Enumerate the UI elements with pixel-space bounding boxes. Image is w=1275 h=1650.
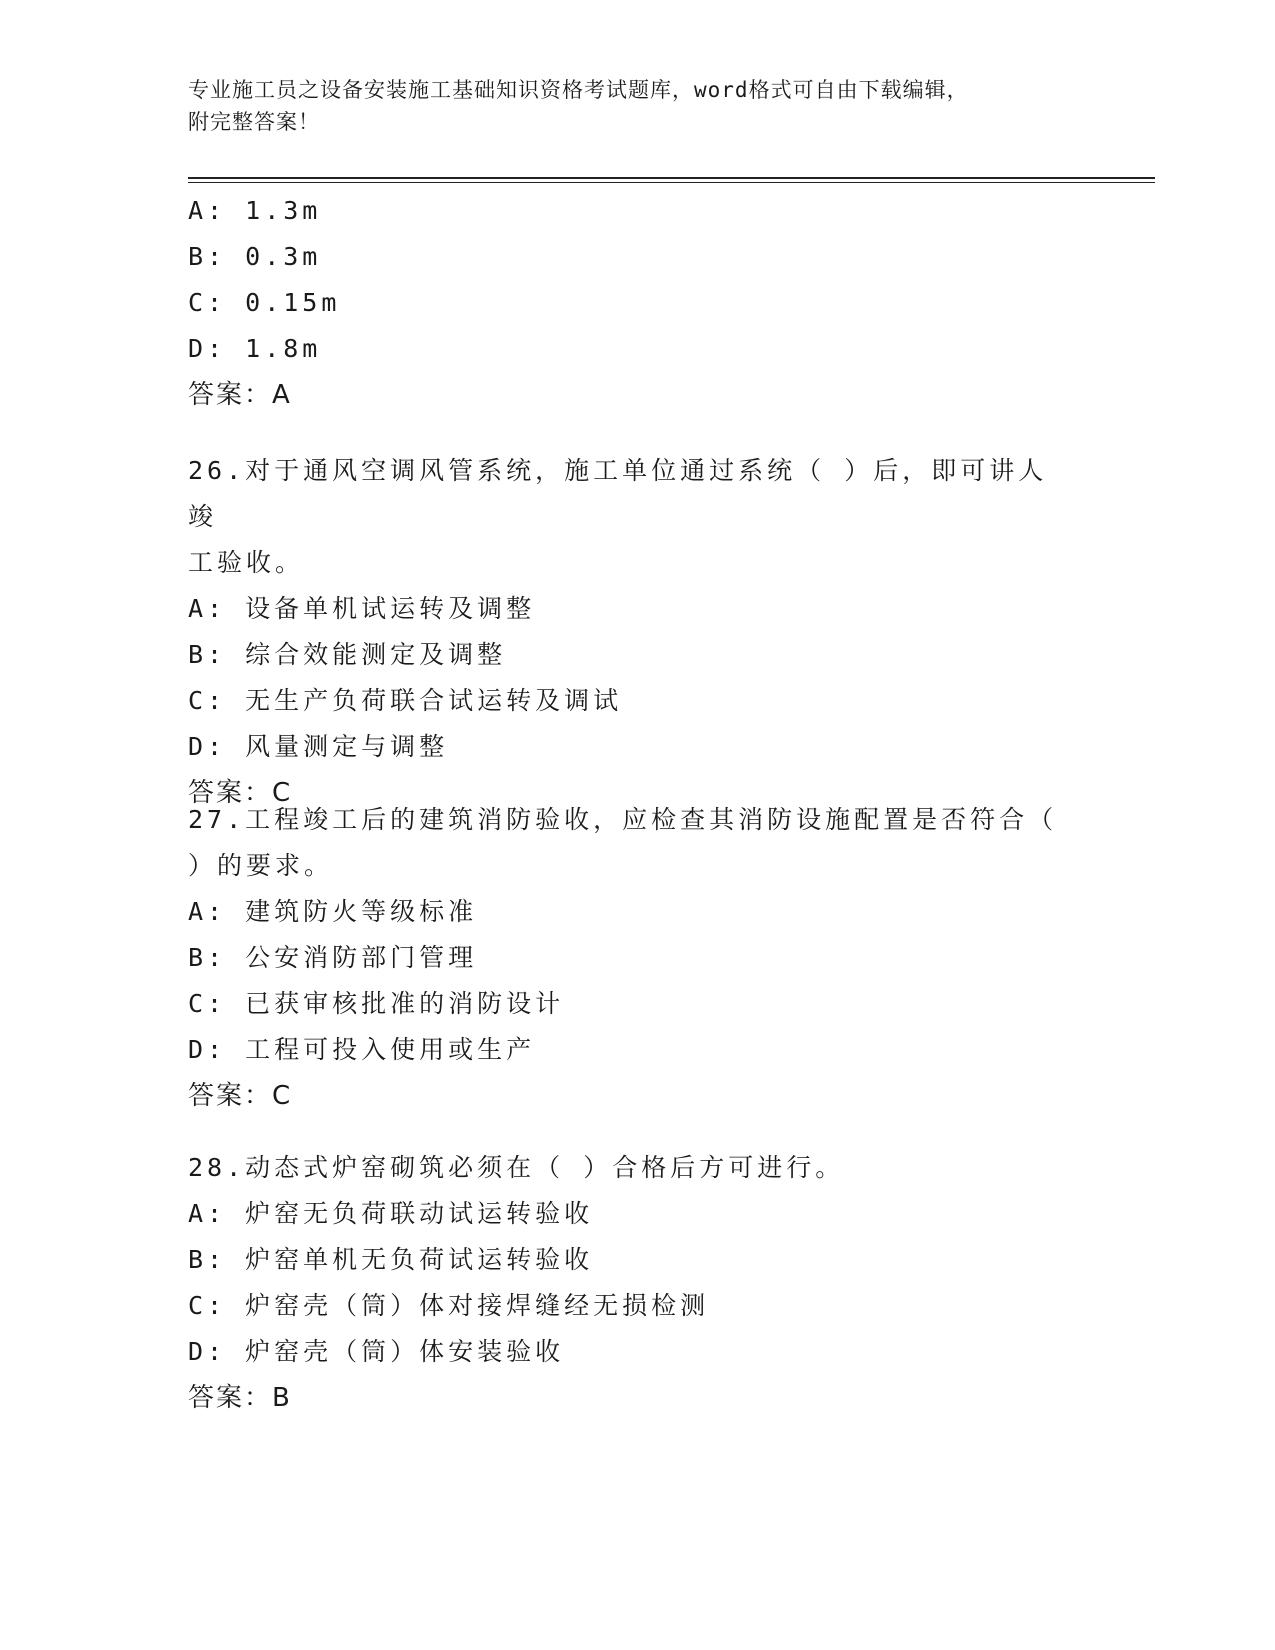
option-c: C: 无生产负荷联合试运转及调试 bbox=[188, 686, 623, 715]
document-header bbox=[188, 74, 1068, 138]
question-text-line-1: 27.工程竣工后的建筑消防验收，应检查其消防设施配置是否符合（ bbox=[188, 805, 1058, 834]
option-c: C: 炉窑壳（筒）体对接焊缝经无损检测 bbox=[188, 1291, 710, 1320]
option-d: D: 炉窑壳（筒）体安装验收 bbox=[188, 1337, 565, 1366]
question-26 bbox=[188, 448, 1068, 816]
header-line-1: 专业施工员之设备安装施工基础知识资格考试题库，word格式可自由下载编辑， bbox=[188, 78, 969, 102]
option-c: C: 0.15m bbox=[188, 288, 341, 317]
header-divider-thick bbox=[188, 177, 1155, 179]
option-d: D: 1.8m bbox=[188, 334, 322, 363]
answer: 答案：A bbox=[188, 380, 292, 410]
header-divider-thin bbox=[188, 182, 1155, 183]
option-b: B: 公安消防部门管理 bbox=[188, 943, 478, 972]
option-b: B: 炉窑单机无负荷试运转验收 bbox=[188, 1245, 594, 1274]
question-25 bbox=[188, 188, 1068, 418]
answer: 答案：C bbox=[188, 1081, 293, 1111]
question-text-line-1: 26.对于通风空调风管系统，施工单位通过系统（ ）后，即可讲人竣 bbox=[188, 456, 1048, 531]
answer: 答案：B bbox=[188, 1383, 292, 1413]
option-c: C: 已获审核批准的消防设计 bbox=[188, 989, 565, 1018]
option-b: B: 综合效能测定及调整 bbox=[188, 640, 507, 669]
option-a: A: 设备单机试运转及调整 bbox=[188, 594, 536, 623]
question-27 bbox=[188, 797, 1068, 1119]
option-b: B: 0.3m bbox=[188, 242, 322, 271]
option-a: A: 建筑防火等级标准 bbox=[188, 897, 478, 926]
question-28 bbox=[188, 1145, 1068, 1421]
option-a: A: 1.3m bbox=[188, 196, 322, 225]
question-text-line-1: 28.动态式炉窑砌筑必须在（ ）合格后方可进行。 bbox=[188, 1153, 845, 1182]
header-line-2: 附完整答案！ bbox=[188, 110, 320, 134]
option-a: A: 炉窑无负荷联动试运转验收 bbox=[188, 1199, 594, 1228]
option-d: D: 风量测定与调整 bbox=[188, 732, 449, 761]
question-text-line-2: 工验收。 bbox=[188, 548, 305, 577]
question-text-line-2: ）的要求。 bbox=[188, 851, 334, 880]
option-d: D: 工程可投入使用或生产 bbox=[188, 1035, 536, 1064]
answer: 答案：C bbox=[188, 778, 293, 808]
